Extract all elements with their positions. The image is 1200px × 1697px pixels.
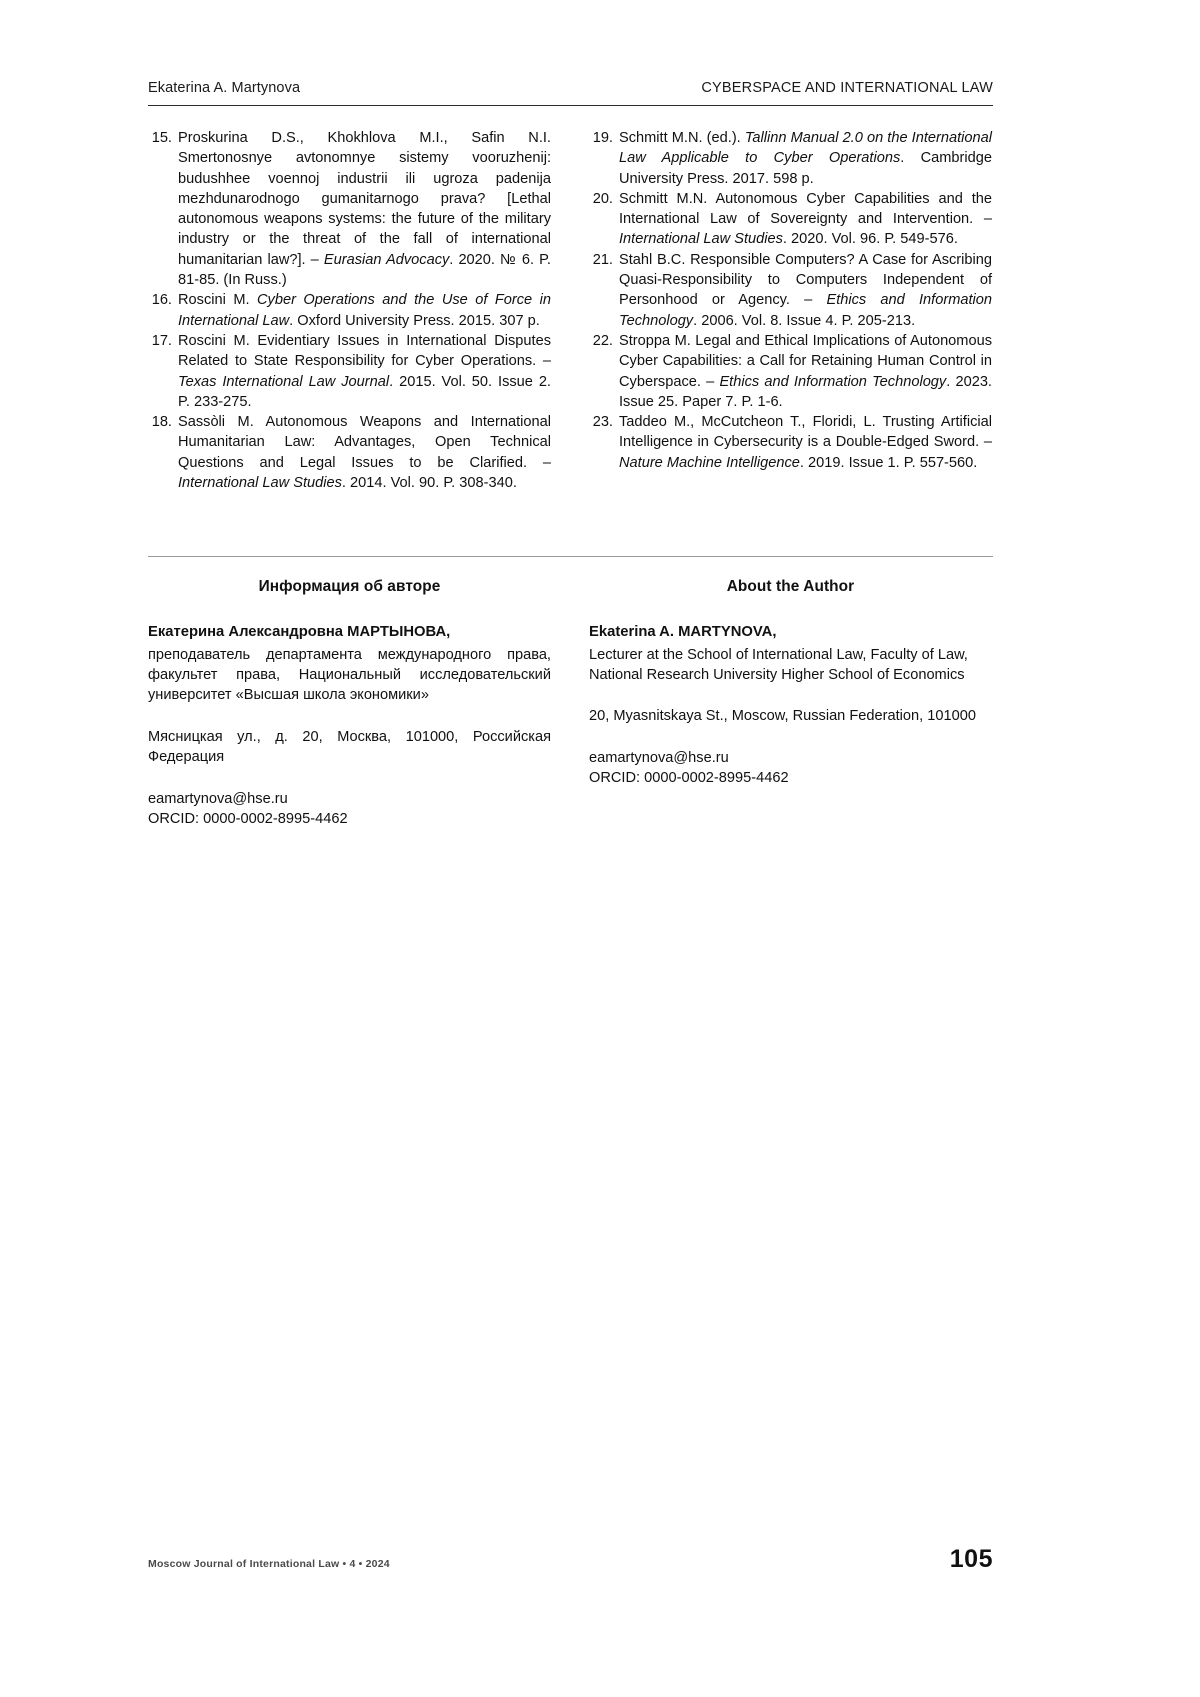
- author-info-heading-ru: Информация об авторе: [258, 578, 441, 595]
- reference-number: 18.: [151, 414, 172, 431]
- author-address-en: 20, Myasnitskaya St., Moscow, Russian Federation, 101000: [589, 708, 976, 725]
- reference-item: [589, 250, 992, 331]
- author-info-divider: [148, 556, 993, 557]
- running-head: [148, 80, 993, 96]
- reference-item: [589, 128, 992, 189]
- reference-item: [589, 189, 992, 250]
- author-email-en[interactable]: eamartynova@hse.ru: [589, 749, 729, 766]
- reference-item: [589, 331, 992, 412]
- references-section: [148, 128, 993, 493]
- author-name-en: Ekaterina A. MARTYNOVA,: [589, 624, 777, 640]
- reference-text: Roscini M. Evidentiary Issues in International Disputes Related to State Responsibility for Cyber Operations. – Texas International Law Journal. 2015. Vol. 50. Issue 2. P. 233-275.: [178, 332, 551, 410]
- author-orcid-en[interactable]: ORCID: 0000-0002-8995-4462: [589, 770, 789, 787]
- references-left-column: [148, 128, 551, 493]
- reference-number: 22.: [592, 332, 613, 349]
- reference-item: [148, 331, 551, 412]
- reference-item: [589, 412, 992, 473]
- running-head-author: Ekaterina A. Martynova: [148, 80, 301, 96]
- references-right-column: [589, 128, 992, 493]
- reference-number: 21.: [592, 251, 613, 268]
- reference-number: 20.: [592, 190, 613, 207]
- author-address-ru: Мясницкая ул., д. 20, Москва, 101000, Российская Федерация: [148, 728, 551, 766]
- reference-number: 15.: [151, 130, 172, 146]
- reference-text: Stroppa M. Legal and Ethical Implications of Autonomous Cyber Capabilities: a Call for Retaining Human Control in Cyberspace. – Ethics and Information Technology. 2023. Issue 25. Paper 7. P. 1-6.: [619, 332, 992, 410]
- reference-list-left: [148, 128, 551, 493]
- reference-text: Roscini M. Cyber Operations and the Use of Force in International Law. Oxford University Press. 2015. 307 p.: [178, 292, 551, 329]
- author-name-ru: Екатерина Александровна МАРТЫНОВА,: [148, 624, 451, 640]
- reference-text: Proskurina D.S., Khokhlova M.I., Safin N.I. Smertonosnye avtonomnye sistemy vooruzhenij: budushhee voennoj industrii ili ugroza padenija mezhdunarodnogo gumanitarnogo prava? [Lethal autonomous weapons systems: the future of the military industry or the threat of the fall of international humanitarian law?]. – Eurasian Advocacy. 2020. № 6. P. 81-85. (In Russ.): [178, 130, 551, 289]
- reference-text: Sassòli M. Autonomous Weapons and International Humanitarian Law: Advantages, Open Technical Questions and Legal Issues to be Clarified. – International Law Studies. 2014. Vol. 90. P. 308-340.: [178, 414, 551, 492]
- author-email-ru[interactable]: eamartynova@hse.ru: [148, 790, 288, 807]
- reference-number: 23.: [592, 414, 613, 431]
- header-divider: [148, 105, 993, 106]
- reference-list-right: [589, 128, 992, 473]
- reference-text: Schmitt M.N. (ed.). Tallinn Manual 2.0 on the International Law Applicable to Cyber Operations. Cambridge University Press. 2017. 598 p.: [619, 130, 993, 187]
- author-affiliation-ru: преподаватель департамента международного права, факультет права, Национальный исследовательский университет «Высшая школа экономики»: [148, 646, 551, 704]
- reference-number: 19.: [592, 130, 613, 146]
- author-info-section: [148, 578, 993, 829]
- running-head-title: CYBERSPACE AND INTERNATIONAL LAW: [701, 80, 993, 96]
- reference-number: 17.: [151, 332, 172, 349]
- page-number: 105: [949, 1545, 993, 1573]
- author-info-ru: [148, 578, 551, 829]
- reference-text: Schmitt M.N. Autonomous Cyber Capabilities and the International Law of Sovereignty and Intervention. – International Law Studies. 2020. Vol. 96. P. 549-576.: [619, 190, 992, 248]
- reference-number: 16.: [151, 292, 172, 309]
- author-affiliation-en: Lecturer at the School of International Law, Faculty of Law, National Research University Higher School of Economics: [589, 646, 968, 683]
- footer-journal-line: Moscow Journal of International Law • 4 • 2024: [148, 1558, 390, 1570]
- author-info-en: [589, 578, 992, 829]
- reference-item: [148, 290, 551, 331]
- reference-text: Stahl B.C. Responsible Computers? A Case for Ascribing Quasi-Responsibility to Computers Independent of Personhood or Agency. – Ethics and Information Technology. 2006. Vol. 8. Issue 4. P. 205-213.: [619, 251, 992, 329]
- reference-item: [148, 412, 551, 493]
- author-orcid-ru[interactable]: ORCID: 0000-0002-8995-4462: [148, 810, 348, 827]
- reference-text: Taddeo M., McCutcheon T., Floridi, L. Trusting Artificial Intelligence in Cybersecurity is a Double-Edged Sword. – Nature Machine Intelligence. 2019. Issue 1. P. 557-560.: [619, 414, 992, 471]
- author-info-heading-en: About the Author: [726, 578, 855, 595]
- reference-item: [148, 128, 551, 290]
